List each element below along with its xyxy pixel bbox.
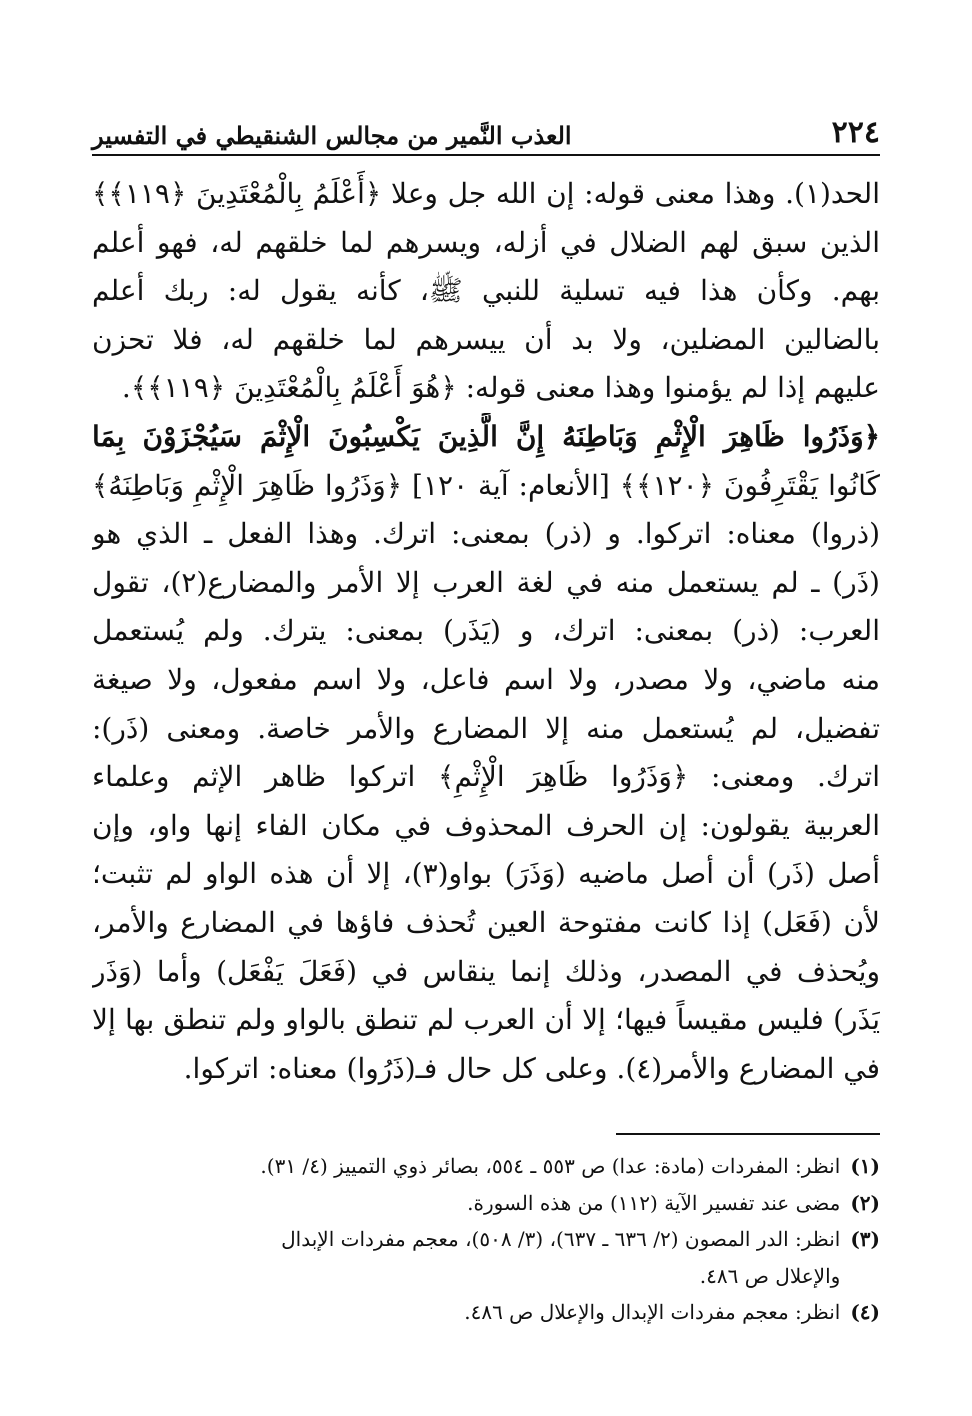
body-line: في المضارع والأمر(٤). وعلى كل حال فـ(ذَرُوا) معناه: اتركوا.	[183, 1051, 880, 1085]
footnote-1	[92, 1148, 880, 1185]
body-line: العرب: (ذر) بمعنى: اترك، و (يَذَر) بمعنى: يترك. ولم يُستعمل	[92, 614, 880, 648]
body-line: ويُحذف في المصدر، وذلك إنما ينقاس في (فَعَلَ يَفْعَل) وأما (وَذَر	[92, 954, 880, 988]
body-line: منه ماضي، ولا مصدر، ولا اسم فاعل، ولا اسم مفعول، ولا صيغة	[92, 662, 880, 696]
footnote-line: انظر: الدر المصون (٢/ ٦٣٦ ـ ٦٣٧)، (٣/ ٥٠٨)، معجم مفردات الإبدال	[281, 1227, 841, 1251]
footnote-line: انظر: المفردات (مادة: عدا) ص ٥٥٣ ـ ٥٥٤، بصائر ذوي التمييز (٤/ ٣١).	[260, 1154, 841, 1178]
body-line: أصل (ذَر) أن أصل ماضيه (وَذَرَ) بواو(٣)، إلا أن هذه الواو لم تثبت؛	[92, 857, 880, 891]
footnote-line: مضى عند تفسير الآية (١١٢) من هذه السورة.	[467, 1190, 841, 1215]
footnote-4	[92, 1294, 880, 1331]
footnote-number: (١)	[850, 1154, 880, 1178]
body-line: يَذَر) فليس مقيساً فيها؛ إلا أن العرب لم تنطق بالواو ولم تنطق بها إلا	[92, 1003, 880, 1037]
footnote-3	[92, 1221, 880, 1294]
page-header	[92, 108, 880, 156]
footnote-text	[92, 1148, 840, 1185]
body-line: تفضيل، لم يُستعمل منه إلا المضارع والأمر خاصة. ومعنى (ذَر):	[92, 711, 880, 745]
footnote-number: (٣)	[850, 1227, 880, 1251]
body-line: الذين سبق لهم الضلال في أزله، ويسرهم لما خلقهم له، فهو أعلم	[92, 225, 880, 259]
body-line: بالضالين المضلين، ولا بد أن ييسرهم لما خلقهم له، فلا تحزن	[92, 322, 880, 356]
footnote-divider	[616, 1133, 880, 1135]
footnote-text	[92, 1294, 840, 1331]
running-title: العذب النَّمير من مجالس الشنقيطي في التفسير	[92, 121, 572, 150]
quran-verse-line: كَانُوا يَقْتَرِفُونَ ﴿١٢٠﴾﴾ [الأنعام: آية ١٢٠] ﴿وَذَرُوا ظَاهِرَ الْإِثْمِ وَبَاطِنَهُ﴾	[92, 468, 880, 502]
footnote-number: (٢)	[850, 1190, 880, 1215]
body-line: لأن (فَعَل) إذا كانت مفتوحة العين تُحذف فاؤها في المضارع والأمر،	[92, 905, 880, 939]
body-line: عليهم إذا لم يؤمنوا وهذا معنى قوله: ﴿هُوَ أَعْلَمُ بِالْمُعْتَدِينَ ﴿١١٩﴾﴾.	[121, 371, 880, 405]
body-text	[92, 170, 880, 1093]
footnote-line: انظر: معجم مفردات الإبدال والإعلال ص ٤٨٦.	[464, 1300, 841, 1324]
body-line: (ذروا) معناه: اتركوا. و (ذر) بمعنى: اترك. وهذا الفعل ـ الذي هو	[92, 517, 880, 551]
page-number: ٢٢٤	[831, 115, 880, 150]
footnote-line: والإعلال ص ٤٨٦.	[699, 1263, 841, 1288]
body-line: الحد(١). وهذا معنى قوله: إن الله جل وعلا ﴿أَعْلَمُ بِالْمُعْتَدِينَ ﴿١١٩﴾﴾	[92, 177, 880, 210]
body-line: اترك. ومعنى: ﴿وَذَرُوا ظَاهِرَ الْإِثْمِ﴾ اتركوا ظاهر الإثم وعلماء	[92, 760, 880, 794]
body-line: بهم. وكأن هذا فيه تسلية للنبي ﷺ، كأنه يقول له: ربك أعلم	[92, 274, 880, 308]
body-line: العربية يقولون: إن الحرف المحذوف في مكان الفاء إنها واو، وإن	[92, 808, 880, 842]
footnotes	[92, 1148, 880, 1331]
footnote-text	[92, 1185, 840, 1222]
footnote-2	[92, 1185, 880, 1222]
footnote-text	[92, 1221, 840, 1294]
footnote-number: (٤)	[850, 1300, 880, 1324]
body-line: (ذَر) ـ لم يستعمل منه في لغة العرب إلا الأمر والمضارع(٢)، تقول	[92, 565, 880, 599]
quran-verse-line: ﴿وَذَرُوا ظَاهِرَ الْإِثْمِ وَبَاطِنَهُ إِنَّ الَّذِينَ يَكْسِبُونَ الْإِثْمَ سَيُجْزَوْنَ بِمَا	[92, 419, 880, 453]
